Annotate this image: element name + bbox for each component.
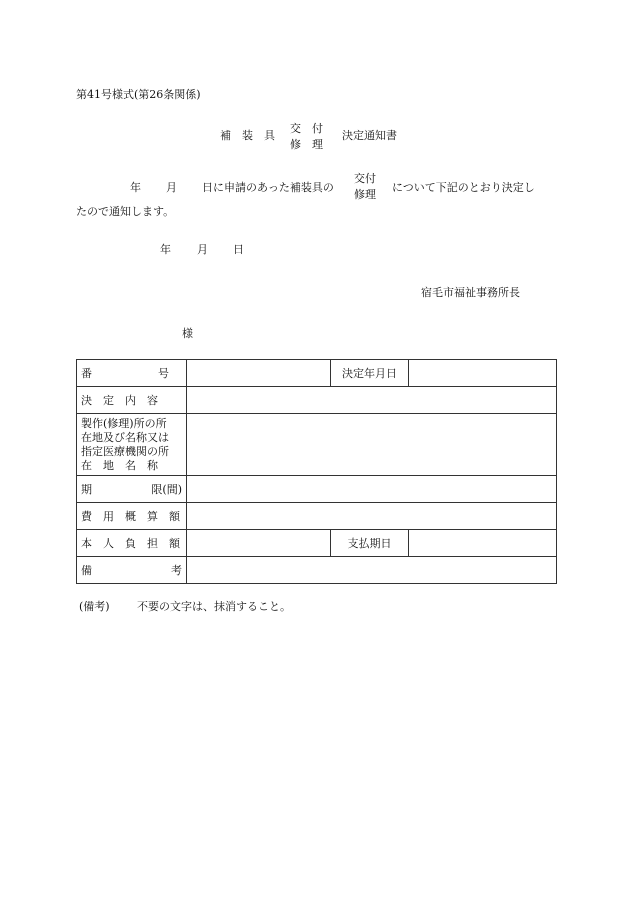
note-label: (備考) [79, 600, 110, 613]
body-year: 年 [130, 181, 141, 194]
decision-date-label: 決定年月日 [331, 360, 409, 387]
cost-value[interactable] [187, 503, 557, 530]
location-value[interactable] [187, 414, 557, 476]
title-options [290, 121, 323, 153]
body-options [354, 171, 376, 203]
body-after-text: について下記のとおり決定し [392, 181, 535, 194]
row-cost [77, 503, 557, 530]
issuer: 宿毛市福祉事務所長 [421, 286, 520, 299]
period-label-left: 期 [81, 483, 92, 496]
row-location [77, 414, 557, 476]
period-value[interactable] [187, 476, 557, 503]
title-suffix: 決定通知書 [342, 129, 397, 142]
location-line-2: 在地及び名称又は [81, 430, 169, 444]
date-year: 年 [160, 243, 171, 256]
remarks-label-left: 備 [81, 564, 92, 577]
payment-date-value[interactable] [409, 530, 557, 557]
period-label [77, 476, 187, 503]
addressee-suffix: 様 [182, 327, 193, 340]
location-line-3: 指定医療機関の所 [81, 444, 169, 458]
cost-label: 費 用 概 算 額 [77, 503, 187, 530]
body-day-text: 日に申請のあった補装具の [202, 181, 334, 194]
body-option-repair: 修理 [354, 188, 376, 201]
row-remarks [77, 557, 557, 584]
decision-content-value[interactable] [187, 387, 557, 414]
row-self-pay [77, 530, 557, 557]
self-pay-value[interactable] [187, 530, 331, 557]
decision-table [76, 359, 557, 584]
body-line2: たので通知します。 [76, 205, 175, 218]
number-value[interactable] [187, 360, 331, 387]
location-line-1: 製作(修理)所の所 [81, 416, 167, 430]
date-day: 日 [233, 243, 244, 256]
date-month: 月 [197, 243, 208, 256]
title-option-repair: 修 理 [290, 138, 323, 151]
body-option-issue: 交付 [354, 172, 376, 185]
location-label [77, 414, 187, 476]
row-decision-content [77, 387, 557, 414]
number-label: 番 号 [77, 360, 187, 387]
location-line-4: 在 地 名 称 [81, 458, 158, 472]
decision-date-value[interactable] [409, 360, 557, 387]
period-label-right: 限(間) [151, 483, 182, 496]
title-option-issue: 交 付 [290, 122, 323, 135]
remarks-label-right: 考 [171, 564, 182, 577]
row-number [77, 360, 557, 387]
remarks-label [77, 557, 187, 584]
note-text: 不要の文字は、抹消すること。 [137, 600, 291, 613]
remarks-value[interactable] [187, 557, 557, 584]
form-number: 第41号様式(第26条関係) [76, 88, 201, 101]
payment-date-label: 支払期日 [331, 530, 409, 557]
self-pay-label: 本 人 負 担 額 [77, 530, 187, 557]
body-month: 月 [166, 181, 177, 194]
title-prefix: 補 装 具 [220, 129, 275, 142]
row-period [77, 476, 557, 503]
decision-content-label: 決 定 内 容 [77, 387, 187, 414]
